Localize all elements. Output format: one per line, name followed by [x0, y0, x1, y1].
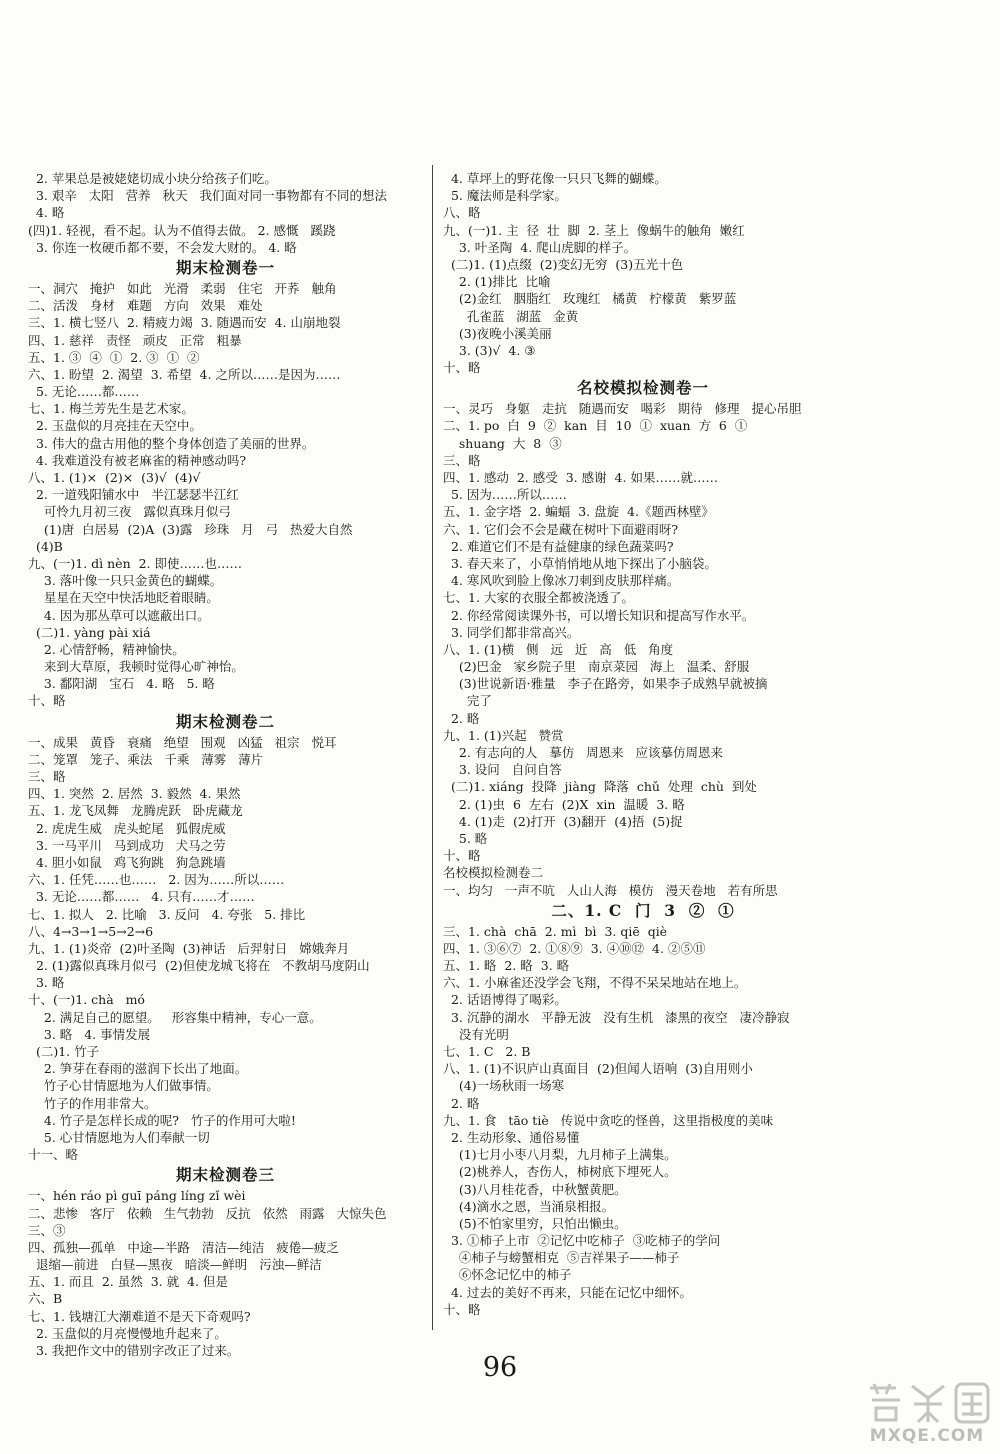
answer-line: 3. 同学们都非常高兴。 — [443, 624, 580, 640]
answer-line: 六、1. 小麻雀还没学会飞翔，不得不呆呆地站在地上。 — [443, 975, 747, 991]
answer-line: 九、(一)1. 主 径 壮 脚 2. 茎上 像蜗牛的触角 嫩红 — [443, 222, 745, 238]
answer-line: 三、1. chà chā 2. mì bì 3. qiē qiè — [443, 923, 668, 939]
answer-line: ⑥怀念记忆中的柿子 — [443, 1267, 572, 1283]
answer-line: (二)1. xiáng 投降 jiàng 降落 chǔ 处理 chù 到处 — [443, 779, 757, 795]
answer-line: 一、灵巧 身躯 走抗 随遇而安 喝彩 期待 修理 提心吊胆 — [443, 401, 802, 417]
answer-line: (4)滴水之恩，当涌泉相报。 — [443, 1198, 615, 1214]
answer-line: ④柿子与螃蟹相克 ⑤吉祥果子——柿子 — [443, 1250, 680, 1266]
answer-line: 4. 略 — [28, 205, 65, 221]
answer-line: 5. 心甘情愿地为人们奉献一切 — [28, 1129, 210, 1145]
answer-line: 六、1. 它们会不会是藏在树叶下面避雨呀? — [443, 521, 679, 537]
answer-line: 四、1. ③⑥⑦ 2. ①⑧⑨ 3. ④⑩⑫ 4. ②⑤⑪ — [443, 940, 706, 956]
answer-line: 四、1. 慈祥 责怪 顽皮 正常 粗暴 — [28, 332, 242, 348]
answer-line: 2. 一道残阳铺水中 半江瑟瑟半江红 — [28, 487, 239, 503]
answer-line: 4. (1)走 (2)打开 (3)翻开 (4)捂 (5)捉 — [443, 813, 683, 829]
answer-line: 二、悲惨 客厅 依赖 生气勃勃 反抗 依然 雨露 大惊失色 — [28, 1205, 387, 1221]
answer-line: 5. 因为……所以…… — [443, 487, 567, 503]
answer-line: 十、略 — [443, 360, 481, 376]
answer-line: (2)金红 胭脂红 玫瑰红 橘黄 柠檬黄 紫罗蓝 — [443, 291, 737, 307]
answer-line: 2. 话语博得了喝彩。 — [443, 992, 567, 1008]
answer-line: 4. 寒风吹到脸上像冰刀刺到皮肤那样痛。 — [443, 573, 680, 589]
answer-line: 八、4→3→1→5→2→6 — [28, 923, 154, 939]
page-number: 96 — [482, 1352, 518, 1383]
answer-line: 四、孤独—孤单 中途—半路 清洁—纯洁 疲倦—疲乏 — [28, 1239, 339, 1255]
answer-line: 五、1. 金字塔 2. 蝙蝠 3. 盘旋 4.《题西林壁》 — [443, 504, 714, 520]
answer-line: 3. 我把作文中的错别字改正了过来。 — [28, 1343, 240, 1358]
answer-line: 4. 草坪上的野花像一只只飞舞的蝴蝶。 — [443, 171, 667, 186]
answer-line: 2. 玉盘似的月亮挂在天空中。 — [28, 418, 202, 434]
answer-line: 名校模拟检测卷二 — [443, 865, 544, 881]
answer-line: 3. ①柿子上市 ②记忆中吃柿子 ③吃柿子的学问 — [443, 1233, 721, 1249]
answer-line: 竹子的作用非常大。 — [28, 1095, 157, 1111]
answer-line: 七、1. 拟人 2. 比喻 3. 反问 4. 夸张 5. 排比 — [28, 906, 306, 922]
answer-line: 一、hén ráo pì guī páng líng zǐ wèi — [28, 1188, 246, 1204]
answer-line: 3. 设问 自问自答 — [443, 762, 562, 778]
answer-line: 六、1. 任凭……也…… 2. 因为……所以…… — [28, 872, 285, 888]
answer-line: 完了 — [443, 693, 492, 709]
answer-line: 2. 你经常阅读课外书，可以增长知识和提高写作水平。 — [443, 607, 755, 623]
answer-line: 3. 略 — [28, 975, 65, 991]
answer-line: 2. 难道它们不是有益健康的绿色蔬菜吗? — [443, 538, 674, 554]
answer-line: shuang 大 8 ③ — [443, 435, 562, 451]
answer-line: (二)1. yàng pài xiá — [28, 624, 151, 640]
answer-line: (1)唐 白居易 (2)A (3)露 珍珠 月 弓 热爱大自然 — [28, 521, 353, 537]
answer-line: (1)七月小枣八月梨，九月柿子上满集。 — [443, 1147, 677, 1163]
answer-line: 2. 生动形象、通俗易懂 — [443, 1129, 580, 1145]
answer-line: 七、1. 大家的衣服全都被浇透了。 — [443, 590, 634, 606]
answer-line: 九、1. (1)炎帝 (2)叶圣陶 (3)神话 后羿射日 嫦娥奔月 — [28, 940, 350, 956]
answer-line: 三、③ — [28, 1222, 66, 1238]
answer-line: 4. 过去的美好不再来，只能在记忆中细怀。 — [443, 1284, 692, 1300]
answer-line: 5. 魔法师是科学家。 — [443, 188, 567, 204]
answer-line: 3. (3)√ 4. ③ — [443, 342, 536, 358]
column-divider — [432, 165, 433, 1330]
answer-line: 3. 无论……都…… 4. 只有……才…… — [28, 889, 255, 905]
answer-line: 八、1. (1)不识庐山真面目 (2)但闻人语响 (3)自用则小 — [443, 1061, 753, 1077]
answer-line: (四)1. 轻视，看不起。认为不值得去做。 2. 感慨 蹊跷 — [28, 222, 336, 238]
answer-line: 2. (1)虫 6 左右 (2)X xin 温暖 3. 略 — [443, 796, 685, 812]
answer-line: 2. (1)排比 比喻 — [443, 274, 551, 290]
answer-line: (3)八月桂花香，中秋蟹黄肥。 — [443, 1181, 627, 1197]
answer-line: (二)1. (1)点缀 (2)变幻无穷 (3)五光十色 — [443, 256, 684, 272]
answer-line: 八、1. (1)横 侧 远 近 高 低 角度 — [443, 641, 674, 657]
section-heading: 期末检测卷二 — [175, 711, 275, 731]
answer-line: (2)巴金 家乡院子里 南京菜园 海上 温柔、舒服 — [443, 659, 750, 675]
answer-line: 2. 虎虎生威 虎头蛇尾 狐假虎威 — [28, 820, 226, 836]
watermark-logo-icon — [864, 1378, 992, 1426]
answer-line: 4. 胆小如鼠 鸡飞狗跳 狗急跳墙 — [28, 854, 226, 870]
answer-line: 可怜九月初三夜 露似真珠月似弓 — [28, 504, 231, 520]
answer-column-right — [443, 170, 843, 1318]
answer-line: 八、1. (1)× (2)× (3)√ (4)√ — [28, 470, 201, 485]
answer-line: 孔雀蓝 湖蓝 金黄 — [443, 308, 579, 324]
answer-line: 3. 艰辛 太阳 营养 秋天 我们面对同一事物都有不同的想法 — [28, 188, 388, 204]
answer-line: 2. 笋芽在春雨的滋润下长出了地面。 — [28, 1061, 248, 1077]
answer-line: 二、笼罩 笼子、乘法 千乘 薄雾 薄片 — [28, 751, 264, 767]
answer-line: 3. 你连一枚硬币都不要，不会发大财的。 4. 略 — [28, 239, 297, 255]
answer-line: 2. (1)露似真珠月似弓 (2)但使龙城飞将在 不教胡马度阴山 — [28, 958, 370, 974]
answer-line: 一、洞穴 掩护 如此 光滑 柔弱 住宅 开荞 触角 — [28, 280, 337, 296]
answer-line: 5. 无论……都…… — [28, 384, 140, 400]
answer-line: 十、(一)1. chà mó — [28, 992, 145, 1008]
answer-line: 一、成果 黄昏 衰痛 绝望 围观 凶猛 祖宗 悦耳 — [28, 734, 337, 750]
answer-line: (4)B — [28, 538, 63, 554]
answer-line: 五、1. 略 2. 略 3. 略 — [443, 958, 570, 974]
answer-line: 2. 苹果总是被姥姥切成小块分给孩子们吃。 — [28, 171, 277, 186]
answer-line: 3. 春天来了，小草悄悄地从地下探出了小脑袋。 — [443, 555, 717, 571]
answer-line: 二、活泼 身材 难题 方向 效果 难处 — [28, 298, 263, 314]
answer-line: 3. 鄱阳湖 宝石 4. 略 5. 略 — [28, 676, 215, 692]
answer-line: 二、1. po 白 9 ② kan 目 10 ① xuan 方 6 ① — [443, 418, 748, 434]
answer-line: 十、略 — [443, 1301, 481, 1317]
answer-line: 四、1. 感动 2. 感受 3. 感谢 4. 如果……就…… — [443, 470, 718, 485]
answer-line: 三、略 — [28, 769, 66, 784]
answer-line: 2. 有志向的人 摹仿 周恩来 应该摹仿周恩来 — [443, 745, 724, 760]
answer-line: (5)不怕家里穷，只怕出懒虫。 — [443, 1215, 627, 1231]
answer-line: 三、略 — [443, 452, 481, 468]
section-heading: 名校模拟检测卷一 — [576, 378, 709, 398]
section-heading: 二、1. C 门 3 ② ① — [551, 900, 735, 920]
answer-line: 九、(一)1. dì nèn 2. 即使……也…… — [28, 555, 242, 571]
answer-line: 十、略 — [28, 693, 66, 709]
answer-line: 3. 叶圣陶 4. 爬山虎脚的样子。 — [443, 239, 637, 255]
answer-line: 4. 竹子是怎样长成的呢? 竹子的作用可大啦! — [28, 1112, 296, 1128]
answer-line: 竹子心甘情愿地为人们做事情。 — [28, 1078, 219, 1094]
answer-line: 六、1. 盼望 2. 渴望 3. 希望 4. 之所以……是因为…… — [28, 366, 341, 382]
answer-line: 来到大草原，我顿时觉得心旷神怡。 — [28, 659, 244, 675]
answer-line: 3. 略 4. 事情发展 — [28, 1026, 151, 1042]
answer-line: (2)桃养人，杏伤人，柿树底下埋死人。 — [443, 1164, 677, 1180]
answer-column-left — [28, 170, 423, 1359]
answer-line: 四、1. 突然 2. 居然 3. 毅然 4. 果然 — [28, 786, 241, 802]
answer-line: 一、均匀 一声不吭 人山人海 模仿 漫天卷地 若有所思 — [443, 882, 778, 898]
answer-line: 2. 略 — [443, 1095, 480, 1111]
answer-line: 八、略 — [443, 205, 481, 221]
answer-line: (二)1. 竹子 — [28, 1044, 100, 1059]
watermark — [858, 1378, 996, 1450]
answer-line: 十一、略 — [28, 1147, 79, 1163]
answer-line: 十、略 — [443, 848, 481, 864]
answer-line: 三、1. 横七竖八 2. 精疲力竭 3. 随遇而安 4. 山崩地裂 — [28, 315, 341, 331]
answer-line: 九、1. (1)兴起 赞赏 — [443, 727, 564, 743]
answer-line: 5. 略 — [443, 830, 488, 846]
answer-line: 六、B — [28, 1291, 63, 1307]
section-heading: 期末检测卷一 — [175, 257, 275, 277]
answer-line: 五、1. 而且 2. 虽然 3. 就 4. 但是 — [28, 1274, 228, 1290]
answer-line: 3. 沉静的湖水 平静无波 没有生机 漆黑的夜空 凄冷静寂 — [443, 1009, 790, 1025]
answer-line: 七、1. 钱塘江大潮难道不是天下奇观吗? — [28, 1308, 251, 1324]
answer-line: 4. 我难道没有被老麻雀的精神感动吗? — [28, 452, 247, 468]
answer-line: 七、1. 梅兰芳先生是艺术家。 — [28, 401, 194, 417]
answer-line: 星星在天空中快活地眨着眼睛。 — [28, 590, 219, 606]
answer-line: 3. 落叶像一只只金黄色的蝴蝶。 — [28, 573, 223, 589]
watermark-domain: MXQE.COM — [869, 1426, 985, 1446]
section-heading: 期末检测卷三 — [175, 1165, 275, 1185]
answer-line: 没有光明 — [443, 1026, 509, 1042]
answer-line: 2. 略 — [443, 710, 480, 726]
answer-line: 2. 满足自己的愿望。 形容集中精神，专心一意。 — [28, 1009, 322, 1025]
answer-line: 五、1. ③ ④ ① 2. ③ ① ② — [28, 349, 200, 365]
answer-line: (3)夜晚小溪美丽 — [443, 325, 552, 341]
answer-line: 2. 心情舒畅，精神愉快。 — [28, 641, 185, 657]
answer-line: 3. 一马平川 马到成功 犬马之劳 — [28, 837, 226, 853]
answer-line: 2. 玉盘似的月亮慢慢地升起来了。 — [28, 1325, 227, 1341]
answer-line: 七、1. C 2. B — [443, 1044, 531, 1059]
answer-line: 退缩—前进 白昼—黑夜 暗淡—鲜明 污浊—鲜洁 — [28, 1257, 322, 1273]
answer-line: (3)世说新语·雅量 李子在路旁，如果李子成熟早就被摘 — [443, 676, 768, 692]
answer-line: 4. 因为那丛草可以遮蔽出口。 — [28, 607, 210, 623]
answer-line: (4)一场秋雨一场寒 — [443, 1078, 565, 1094]
answer-line: 3. 伟大的盘古用他的整个身体创造了美丽的世界。 — [28, 435, 315, 451]
answer-line: 五、1. 龙飞凤舞 龙腾虎跃 卧虎藏龙 — [28, 803, 243, 819]
answer-line: 九、1. 食 tāo tiè 传说中贪吃的怪兽，这里指极度的美味 — [443, 1112, 774, 1128]
